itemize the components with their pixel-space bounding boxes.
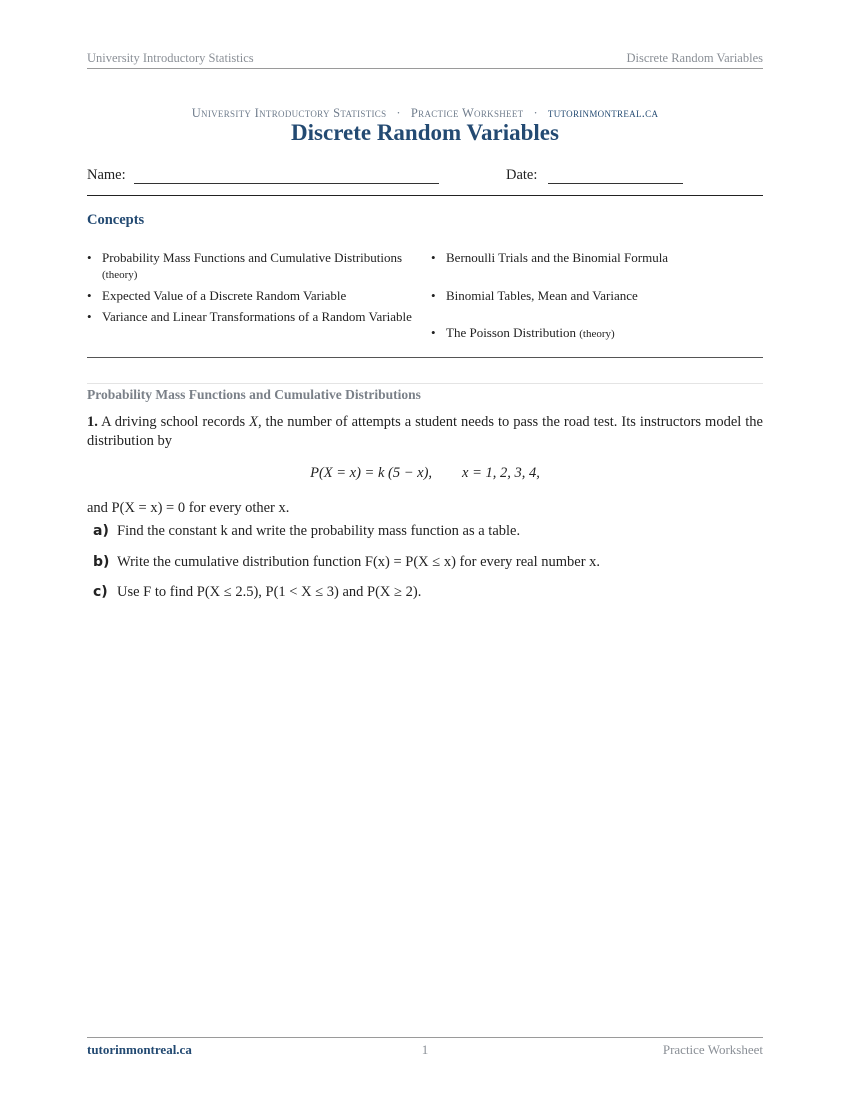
concept-item: [431, 325, 615, 342]
part-text: Write the cumulative distribution function F(x) = P(X ≤ x) for every real number x.: [117, 554, 601, 570]
concept-text: The Poisson Distribution: [446, 325, 577, 340]
page-title: Discrete Random Variables: [291, 120, 559, 145]
name-label: Name:: [87, 167, 126, 183]
date-field[interactable]: [548, 183, 683, 184]
concept-item: [87, 250, 417, 283]
divider: [87, 195, 763, 196]
question-variable: X: [249, 414, 258, 430]
concept-text: Bernoulli Trials and the Binomial Formula: [446, 250, 669, 265]
question-number: 1.: [87, 414, 98, 430]
name-date-row: [87, 167, 763, 187]
concept-item: [431, 250, 668, 266]
concepts-heading: Concepts: [87, 212, 145, 228]
footer-rule: [87, 1037, 763, 1038]
concept-text: Binomial Tables, Mean and Variance: [446, 288, 638, 303]
kicker-separator: ·: [533, 106, 538, 120]
part-label: a): [93, 523, 109, 539]
concept-text: Expected Value of a Discrete Random Variable: [102, 288, 347, 303]
divider: [87, 357, 763, 358]
kicker-separator: ·: [396, 106, 401, 120]
question-part-b: [87, 554, 763, 574]
kicker-site: tutorinmontreal.ca: [547, 106, 659, 120]
question-intro-b: , the number of attempts a student needs to pass the road test. Its instructors model the distribution by: [87, 414, 763, 449]
formula-domain: x = 1, 2, 3, 4,: [462, 465, 540, 481]
question-1: [87, 413, 763, 451]
worksheet-kicker: [87, 106, 763, 121]
name-field[interactable]: [134, 183, 439, 184]
kicker-type: Practice Worksheet: [410, 106, 524, 120]
footer-site-link[interactable]: tutorinmontreal.ca: [87, 1042, 192, 1057]
part-label: b): [93, 554, 110, 570]
formula-lhs: P(X = x) = k (5 − x),: [310, 465, 433, 481]
date-label: Date:: [506, 167, 538, 183]
footer-doc-type: Practice Worksheet: [662, 1042, 763, 1057]
kicker-course: University Introductory Statistics: [191, 106, 387, 120]
concept-text: Probability Mass Functions and Cumulative Distributions: [102, 250, 403, 265]
pmf-formula: [87, 465, 763, 482]
part-label: c): [93, 584, 108, 600]
part-text: Use F to find P(X ≤ 2.5), P(1 < X ≤ 3) and P(X ≥ 2).: [117, 584, 422, 600]
concept-tag: (theory): [579, 328, 615, 340]
running-header: [87, 50, 763, 69]
concept-item: [431, 288, 638, 304]
section-rule: [87, 383, 763, 384]
running-header-course: University Introductory Statistics: [87, 51, 254, 65]
concept-text: Variance and Linear Transformations of a Random Variable: [102, 309, 412, 324]
page-footer: [87, 1042, 763, 1060]
question-intro-a: A driving school records: [101, 414, 250, 430]
part-text: Find the constant k and write the probability mass function as a table.: [117, 523, 521, 539]
concept-item: [87, 309, 412, 325]
running-header-topic: Discrete Random Variables: [626, 51, 763, 65]
concept-item: [87, 288, 346, 304]
concept-tag: (theory): [102, 269, 138, 281]
page-number: 1: [421, 1042, 429, 1057]
formula-note: and P(X = x) = 0 for every other x.: [87, 500, 290, 516]
question-part-a: [87, 523, 763, 543]
section-heading: Probability Mass Functions and Cumulative Distributions: [87, 387, 421, 402]
question-part-c: [87, 584, 763, 604]
